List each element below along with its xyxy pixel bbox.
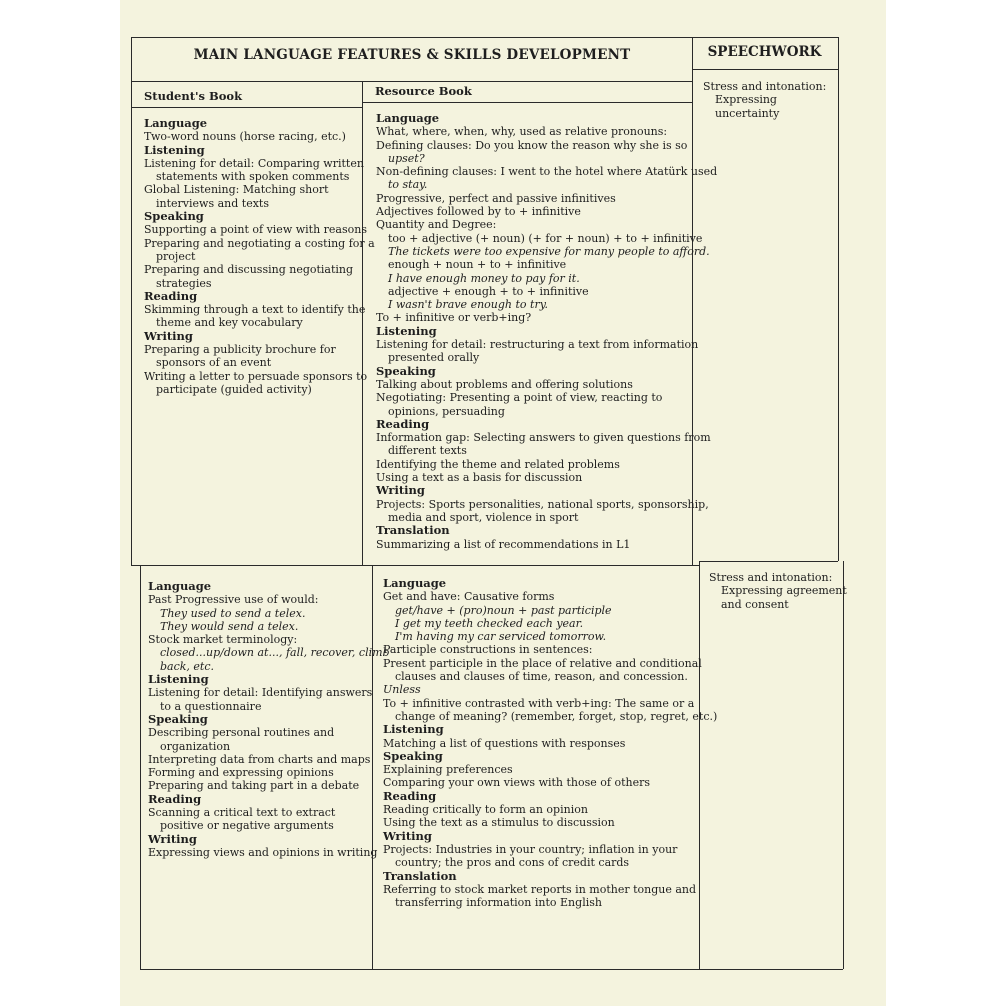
text-line: Projects: Industries in your country; inflation in your <box>383 842 678 856</box>
text-line: to stay. <box>388 178 428 192</box>
table-border-right-lower <box>843 561 844 969</box>
text-line: Interpreting data from charts and maps <box>148 752 371 766</box>
section-heading: Translation <box>383 868 457 883</box>
section-heading: Listening <box>376 323 437 338</box>
section-heading: Reading <box>383 788 437 803</box>
text-line: Talking about problems and offering solutions <box>376 377 633 391</box>
section-heading: Reading <box>144 288 198 303</box>
text-line: Explaining preferences <box>383 763 513 777</box>
row1-speechwork-cell <box>703 80 835 120</box>
text-line: Scanning a critical text to extract <box>148 806 336 820</box>
text-line: to a questionnaire <box>160 699 262 713</box>
section-heading: Listening <box>383 722 444 737</box>
text-line: interviews and texts <box>156 196 269 210</box>
text-line: Supporting a point of view with reasons <box>144 223 367 237</box>
subheader-divider-left <box>131 107 362 108</box>
text-line: What, where, when, why, used as relative pronouns: <box>376 125 668 139</box>
table-border-bottom <box>140 969 843 970</box>
section-heading: Reading <box>148 791 202 806</box>
row2-students-book-cell <box>148 579 390 859</box>
text-line: Participle constructions in sentences: <box>383 643 593 657</box>
text-line: country; the pros and cons of credit cards <box>395 856 630 870</box>
section-heading: Speaking <box>383 748 443 763</box>
text-line: To + infinitive or verb+ing? <box>376 311 532 325</box>
text-line: Forming and expressing opinions <box>148 766 334 780</box>
text-line: sponsors of an event <box>156 356 272 370</box>
text-line: Negotiating: Presenting a point of view, reacting to <box>376 391 663 405</box>
text-line: Information gap: Selecting answers to given questions from <box>376 431 711 445</box>
row-divider-right <box>699 561 838 562</box>
text-line: positive or negative arguments <box>160 819 334 833</box>
text-line: Adjectives followed by to + infinitive <box>376 205 581 219</box>
section-heading: Language <box>376 111 440 125</box>
text-line: Using a text as a basis for discussion <box>376 471 583 485</box>
section-heading: Listening <box>144 142 205 157</box>
row1-students-book-cell <box>144 116 375 396</box>
text-line: presented orally <box>388 351 480 365</box>
text-line: and consent <box>721 597 789 611</box>
text-line: Preparing and negotiating a costing for a <box>144 236 375 250</box>
text-line: Get and have: Causative forms <box>383 590 555 604</box>
text-line: Quantity and Degree: <box>376 218 497 232</box>
section-heading: Writing <box>383 828 432 843</box>
text-line: Listening for detail: Comparing written <box>144 156 364 170</box>
text-line: Writing a letter to persuade sponsors to <box>144 369 368 383</box>
text-line: Comparing your own views with those of others <box>383 776 651 790</box>
header-divider <box>131 81 692 82</box>
students-book-subheader: Student's Book <box>144 89 243 103</box>
text-line: Preparing a publicity brochure for <box>144 343 336 357</box>
text-line: Unless <box>383 683 421 697</box>
main-header-title: MAIN LANGUAGE FEATURES & SKILLS DEVELOPMENT <box>193 47 631 63</box>
speechwork-header-title: SPEECHWORK <box>707 44 822 60</box>
row1-resource-book-cell <box>376 111 718 551</box>
scan-margin-right <box>886 0 1006 1006</box>
text-line: get/have + (pro)noun + past participle <box>395 603 612 617</box>
text-line: Stress and intonation: <box>703 80 827 93</box>
text-line: Matching a list of questions with responses <box>383 736 626 750</box>
row2-resource-book-cell <box>383 576 718 910</box>
text-line: Stock market terminology: <box>148 633 298 647</box>
section-heading: Language <box>383 576 447 590</box>
row-divider-mid <box>372 565 699 566</box>
text-line: Referring to stock market reports in mother tongue and <box>383 882 697 896</box>
text-line: project <box>156 249 196 263</box>
row2-speechwork-cell <box>709 571 847 611</box>
section-heading: Speaking <box>376 363 436 378</box>
section-heading: Writing <box>376 483 425 498</box>
column-divider-2-upper <box>692 37 693 565</box>
text-line: statements with spoken comments <box>156 170 350 184</box>
text-line: change of meaning? (remember, forget, stop, regret, etc.) <box>395 709 718 723</box>
text-line: They would send a telex. <box>160 619 299 633</box>
text-line: Preparing and taking part in a debate <box>148 779 360 793</box>
text-line: To + infinitive contrasted with verb+ing: The same or a <box>383 696 695 710</box>
text-line: Skimming through a text to identify the <box>144 303 366 317</box>
text-line: I'm having my car serviced tomorrow. <box>395 630 607 644</box>
column-divider-2-lower <box>699 561 700 969</box>
text-line: I get my teeth checked each year. <box>395 616 584 630</box>
subheader-divider-mid <box>362 102 692 103</box>
text-line: Stress and intonation: <box>709 571 833 584</box>
speech-header-divider <box>692 69 838 70</box>
text-line: Present participle in the place of relative and conditional <box>383 656 702 670</box>
text-line: Summarizing a list of recommendations in L1 <box>376 537 631 551</box>
text-line: different texts <box>388 444 467 458</box>
text-line: back, etc. <box>160 659 215 673</box>
section-heading: Writing <box>144 328 193 343</box>
text-line: Identifying the theme and related problems <box>376 457 620 471</box>
text-line: Global Listening: Matching short <box>144 183 329 197</box>
section-heading: Listening <box>148 672 209 687</box>
section-heading: Writing <box>148 831 197 846</box>
text-line: Non-defining clauses: I went to the hotel where Atatürk used <box>376 165 718 179</box>
text-line: Expressing <box>715 93 777 107</box>
text-line: Describing personal routines and <box>148 726 335 740</box>
column-divider-1-lower <box>372 565 373 969</box>
text-line: organization <box>160 739 231 753</box>
text-line: They used to send a telex. <box>160 606 306 620</box>
section-heading: Language <box>144 116 208 130</box>
resource-book-subheader: Resource Book <box>375 84 472 98</box>
section-heading: Speaking <box>144 209 204 224</box>
text-line: closed...up/down at..., fall, recover, climb <box>160 646 390 660</box>
text-line: transferring information into English <box>395 896 602 910</box>
text-line: strategies <box>156 276 212 290</box>
text-line: Past Progressive use of would: <box>148 593 319 607</box>
section-heading: Translation <box>376 523 450 538</box>
text-line: Listening for detail: Identifying answers <box>148 686 373 700</box>
text-line: enough + noun + to + infinitive <box>388 258 567 272</box>
text-line: upset? <box>388 151 425 165</box>
table-border-left-upper <box>131 37 132 565</box>
text-line: Listening for detail: restructuring a text from information <box>376 338 699 352</box>
table-border-left-lower <box>140 565 141 969</box>
text-line: clauses and clauses of time, reason, and concession. <box>395 670 688 684</box>
text-line: adjective + enough + to + infinitive <box>388 284 589 298</box>
text-line: Expressing agreement <box>721 584 847 598</box>
text-line: Using the text as a stimulus to discussion <box>383 816 615 830</box>
text-line: media and sport, violence in sport <box>388 510 579 524</box>
scan-margin-left <box>0 0 120 1006</box>
text-line: Reading critically to form an opinion <box>383 803 588 817</box>
column-divider-1-upper <box>362 81 363 565</box>
table-border-top <box>131 37 838 38</box>
text-line: I wasn't brave enough to try. <box>388 298 548 312</box>
text-line: uncertainty <box>715 106 780 120</box>
table-border-right-upper <box>838 37 839 561</box>
row-divider-left <box>131 565 372 566</box>
text-line: Expressing views and opinions in writing <box>148 845 378 859</box>
text-line: too + adjective (+ noun) (+ for + noun) + to + infinitive <box>388 231 703 245</box>
section-heading: Reading <box>376 416 430 431</box>
text-line: participate (guided activity) <box>156 382 312 396</box>
text-line: Preparing and discussing negotiating <box>144 263 354 277</box>
text-line: Progressive, perfect and passive infinitives <box>376 191 616 205</box>
text-line: Projects: Sports personalities, national sports, sponsorship, <box>376 497 709 511</box>
text-line: opinions, persuading <box>388 404 505 418</box>
text-line: theme and key vocabulary <box>156 316 303 330</box>
section-heading: Language <box>148 579 212 593</box>
text-line: I have enough money to pay for it. <box>388 271 580 285</box>
text-line: The tickets were too expensive for many people to afford. <box>388 244 710 258</box>
text-line: Two-word nouns (horse racing, etc.) <box>144 130 346 144</box>
text-line: Defining clauses: Do you know the reason why she is so <box>376 138 688 152</box>
section-heading: Speaking <box>148 711 208 726</box>
